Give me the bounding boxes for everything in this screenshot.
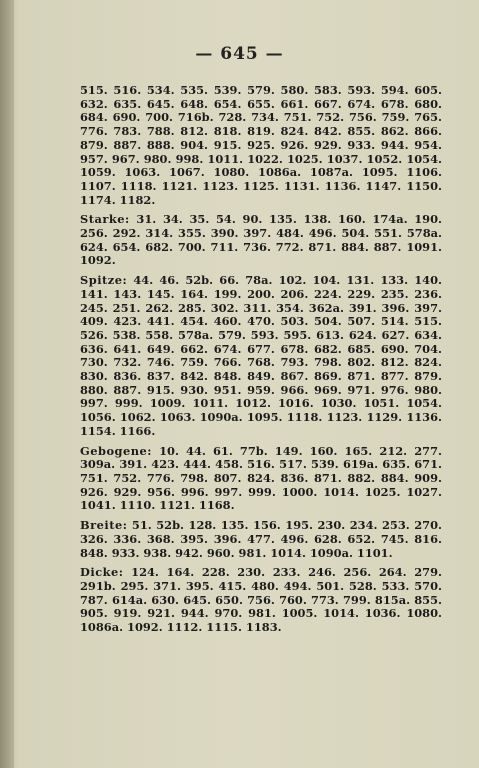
entry-references: 124. 164. 228. 230. 233. 246. 256. 264. 279. 291b. 295. 371. 395. 415. 480. 494. 501. 528. 533. 570. 787. 614a. 630. 645. 650. 756. 760. 773. 799. 815a. 855. 905. 919. 921. 944. 970. 981. 1005. 1014. 1036. 1080. 1086a. 1092. 1112. 1115. 1183. [80,565,442,635]
index-entries [80,84,442,635]
entry-headword: Starke: [80,212,130,227]
index-entry [80,566,442,635]
entry-headword: Dicke: [80,565,124,580]
entry-references: 515. 516. 534. 535. 539. 579. 580. 583. 593. 594. 605. 632. 635. 645. 648. 654. 655. 661. 667. 674. 678. 680. 684. 690. 700. 716b. 728. 734. 751. 752. 756. 759. 765. 776. 783. 788. 812. 818. 819. 824. 842. 855. 862. 866. 879. 887. 888. 904. 915. 925. 926. 929. 933. 944. 954. 957. 967. 980. 998. 1011. 1022. 1025. 1037. 1052. 1054. 1059. 1063. 1067. 1080. 1086a. 1087a. 1095. 1106. 1107. 1118. 1121. 1123. 1125. 1131. 1136. 1147. 1150. 1174. 1182. [80,83,442,207]
index-entry [80,274,442,438]
page-number: — 645 — [195,44,284,64]
entry-references: 31. 34. 35. 54. 90. 135. 138. 160. 174a. 190. 256. 292. 314. 355. 390. 397. 484. 496. 504. 551. 578a. 624. 654. 682. 700. 711. 736. 772. 871. 884. 887. 1091. 1092. [80,212,442,268]
entry-references: 44. 46. 52b. 66. 78a. 102. 104. 131. 133. 140. 141. 143. 145. 164. 199. 200. 206. 224. 229. 235. 236. 245. 251. 262. 285. 302. 311. 354. 362a. 391. 396. 397. 409. 423. 441. 454. 460. 470. 503. 504. 507. 514. 515. 526. 538. 558. 578a. 579. 593. 595. 613. 624. 627. 634. 636. 641. 649. 662. 674. 677. 678. 682. 685. 690. 704. 730. 732. 746. 759. 766. 768. 793. 798. 802. 812. 824. 830. 836. 837. 842. 848. 849. 867. 869. 871. 877. 879. 880. 887. 915. 930. 951. 959. 966. 969. 971. 976. 980. 997. 999. 1009. 1011. 1012. 1016. 1030. 1051. 1054. 1056. 1062. 1063. 1090a. 1095. 1118. 1123. 1129. 1136. 1154. 1166. [80,273,442,438]
index-entry [80,84,442,207]
page-binding-edge [0,0,14,768]
entry-references: 10. 44. 61. 77b. 149. 160. 165. 212. 277. 309a. 391. 423. 444. 458. 516. 517. 539. 619a. 635. 671. 751. 752. 776. 798. 807. 824. 836. 871. 882. 884. 909. 926. 929. 956. 996. 997. 999. 1000. 1014. 1025. 1027. 1041. 1110. 1121. 1168. [80,443,442,513]
index-entry [80,445,442,514]
index-entry [80,519,442,560]
entry-headword: Breite: [80,518,128,533]
index-entry [80,213,442,268]
entry-headword: Gebogene: [80,443,152,458]
entry-references: 51. 52b. 128. 135. 156. 195. 230. 234. 253. 270. 326. 336. 368. 395. 396. 477. 496. 628. 652. 745. 816. 848. 933. 938. 942. 960. 981. 1014. 1090a. 1101. [80,518,442,560]
entry-headword: Spitze: [80,273,128,288]
